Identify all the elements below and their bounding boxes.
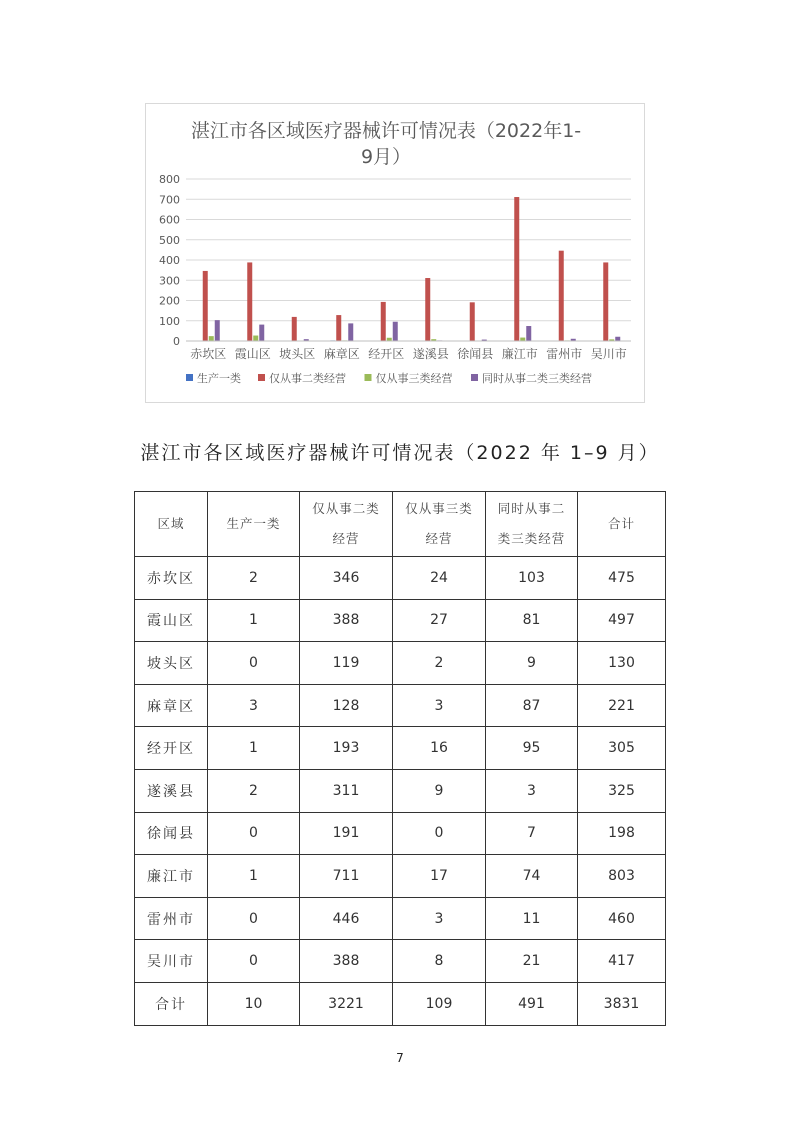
bar [381,302,386,341]
value-cell: 3 [393,897,486,940]
y-tick-label: 0 [173,335,180,348]
table-row [135,897,666,940]
value-cell: 81 [486,599,578,642]
table-row [135,642,666,685]
table-row [135,727,666,770]
value-cell: 1 [208,855,300,898]
column-header [300,492,393,557]
bar [253,336,258,341]
table-row [135,812,666,855]
value-cell: 3 [393,684,486,727]
value-cell: 87 [486,684,578,727]
value-cell: 198 [578,812,666,855]
value-cell: 2 [208,557,300,600]
region-cell: 徐闻县 [135,812,208,855]
bar [203,271,208,341]
column-header [486,492,578,557]
table-title: 湛江市各区域医疗器械许可情况表（2022 年 1–9 月） [140,442,660,464]
bar [348,323,353,341]
value-cell: 10 [208,982,300,1025]
bar [292,317,297,341]
column-header-line: 同时从事二 [497,501,566,516]
value-cell: 11 [486,897,578,940]
x-tick-label: 霞山区 [234,347,271,361]
column-header-line: 区域 [157,516,185,531]
value-cell: 325 [578,769,666,812]
value-cell: 0 [208,897,300,940]
legend-label: 仅从事二类经营 [269,372,346,385]
bar [559,251,564,341]
value-cell: 0 [208,812,300,855]
value-cell: 346 [300,557,393,600]
value-cell: 8 [393,940,486,983]
legend-label: 仅从事三类经营 [375,372,453,385]
legend-label: 同时从事二类三类经营 [482,372,592,385]
value-cell: 21 [486,940,578,983]
table-header [135,492,666,557]
region-cell: 廉江市 [135,855,208,898]
value-cell: 24 [393,557,486,600]
license-table [134,491,666,1026]
region-cell: 吴川市 [135,940,208,983]
bar-chart [146,104,644,402]
bar [520,338,525,341]
value-cell: 191 [300,812,393,855]
x-tick-label: 吴川市 [590,347,627,361]
value-cell: 193 [300,727,393,770]
value-cell: 446 [300,897,393,940]
value-cell: 0 [208,940,300,983]
value-cell: 103 [486,557,578,600]
bar [526,326,531,341]
value-cell: 460 [578,897,666,940]
value-cell: 1 [208,599,300,642]
legend-label: 生产一类 [197,372,241,385]
column-header [578,492,666,557]
y-tick-label: 800 [159,173,180,186]
value-cell: 388 [300,599,393,642]
value-cell: 1 [208,727,300,770]
value-cell: 74 [486,855,578,898]
value-cell: 305 [578,727,666,770]
value-cell: 27 [393,599,486,642]
table-row [135,855,666,898]
value-cell: 3 [486,769,578,812]
value-cell: 3 [208,684,300,727]
table-row [135,940,666,983]
x-tick-label: 徐闻县 [457,347,494,361]
value-cell: 7 [486,812,578,855]
y-tick-label: 100 [159,314,180,328]
region-cell: 麻章区 [135,684,208,727]
value-cell: 130 [578,642,666,685]
column-header-line: 合计 [607,516,635,531]
legend-swatch [365,374,372,381]
region-cell: 遂溪县 [135,769,208,812]
table-row [135,982,666,1025]
column-header-line: 经营 [425,531,453,546]
value-cell: 475 [578,557,666,600]
y-tick-label: 500 [159,233,180,247]
region-cell: 赤坎区 [135,557,208,600]
column-header [135,492,208,557]
y-tick-label: 200 [159,294,180,308]
bar [470,302,475,341]
x-tick-label: 坡头区 [279,347,316,361]
bar [259,325,264,341]
value-cell: 3831 [578,982,666,1025]
region-cell: 坡头区 [135,642,208,685]
bar [514,197,519,341]
y-tick-label: 700 [159,193,180,207]
value-cell: 711 [300,855,393,898]
column-header-line: 生产一类 [226,516,281,531]
chart-title-line-1: 湛江市各区域医疗器械许可情况表（2022年1- [190,120,582,142]
x-tick-label: 廉江市 [501,347,538,361]
value-cell: 119 [300,642,393,685]
bar [603,262,608,341]
region-cell: 合计 [135,982,208,1025]
x-tick-label: 赤坎区 [190,347,227,361]
value-cell: 311 [300,769,393,812]
value-cell: 16 [393,727,486,770]
page-number: 7 [396,1051,404,1065]
x-tick-label: 麻章区 [323,347,360,361]
value-cell: 17 [393,855,486,898]
table-row [135,684,666,727]
bar [425,278,430,341]
region-cell: 雷州市 [135,897,208,940]
bar [215,320,220,341]
value-cell: 491 [486,982,578,1025]
value-cell: 109 [393,982,486,1025]
value-cell: 388 [300,940,393,983]
value-cell: 221 [578,684,666,727]
column-header-line: 仅从事三类 [405,501,473,516]
bar [247,262,252,341]
value-cell: 803 [578,855,666,898]
x-tick-label: 雷州市 [546,347,583,361]
table-row [135,599,666,642]
column-header [208,492,300,557]
header-row [135,492,666,557]
value-cell: 2 [208,769,300,812]
value-cell: 0 [208,642,300,685]
table-row [135,557,666,600]
chart-title-line-2: 9月） [360,146,412,168]
column-header-line: 类三类经营 [497,531,566,546]
x-tick-label: 遂溪县 [412,347,449,361]
legend-swatch [258,374,265,381]
value-cell: 0 [393,812,486,855]
bar [393,322,398,341]
legend-swatch [471,374,478,381]
region-cell: 霞山区 [135,599,208,642]
value-cell: 3221 [300,982,393,1025]
legend-swatch [186,374,193,381]
value-cell: 497 [578,599,666,642]
y-tick-label: 400 [159,254,180,267]
bar [615,337,620,341]
y-tick-label: 600 [159,213,180,227]
chart-container [145,103,645,403]
region-cell: 经开区 [135,727,208,770]
table-body [135,557,666,1026]
value-cell: 2 [393,642,486,685]
table-row [135,769,666,812]
y-tick-label: 300 [159,274,180,288]
bar [336,315,341,341]
column-header-line: 仅从事二类 [312,501,380,516]
value-cell: 95 [486,727,578,770]
bar [209,336,214,341]
value-cell: 9 [486,642,578,685]
value-cell: 9 [393,769,486,812]
value-cell: 417 [578,940,666,983]
x-tick-label: 经开区 [368,347,405,361]
value-cell: 128 [300,684,393,727]
column-header-line: 经营 [332,531,360,546]
column-header [393,492,486,557]
